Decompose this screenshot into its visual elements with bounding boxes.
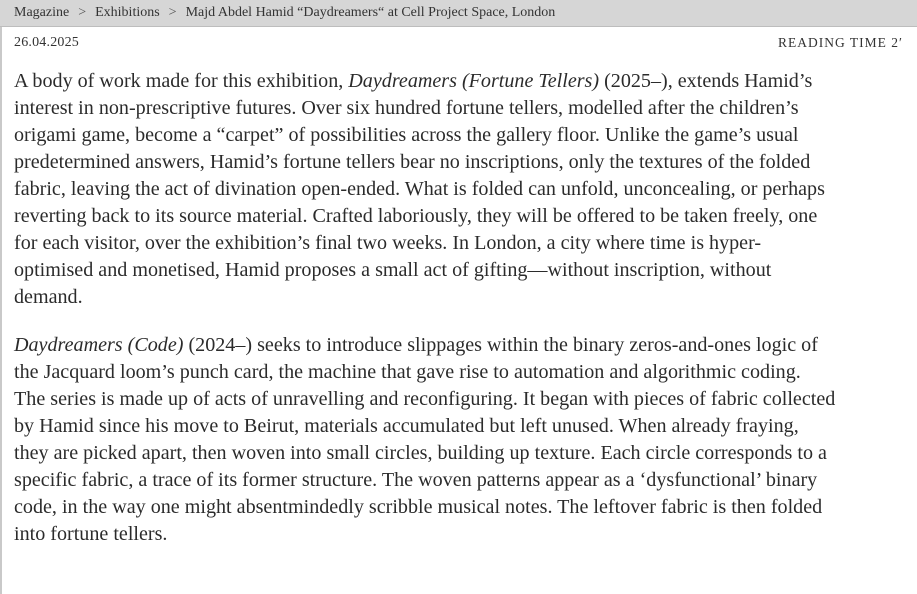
paragraph-1-text: (2025–), extends Hamid’s interest in non-prescriptive futures. Over six hundred fortune tellers, modelled after the children’s origami game, become a “carpet” of possibilities across the gallery floor. Unlike the game’s usual predetermined answers, Hamid’s fortune tellers bear no inscriptions, only the textures of the folded fabric, leaving the act of divination open-ended. What is folded can unfold, unconcealing, or perhaps reverting back to its source material. Crafted laboriously, they will be offered to be taken freely, one for each visitor, over the exhibition’s final two weeks. In London, a city where time is hyper-optimised and monetised, Hamid proposes a small act of gifting—without inscription, without demand. bbox=[14, 70, 825, 308]
breadcrumb-link-exhibitions[interactable]: Exhibitions bbox=[95, 5, 160, 20]
reading-time: READING TIME 2′ bbox=[778, 35, 903, 50]
publish-date: 26.04.2025 bbox=[14, 35, 79, 50]
work-title-fortune-tellers: Daydreamers (Fortune Tellers) bbox=[348, 70, 600, 92]
paragraph-2-text: (2024–) seeks to introduce slippages within the binary zeros-and-ones logic of the Jacquard loom’s punch card, the machine that gave rise to automation and algorithmic coding. The series is made up of acts of unravelling and reconfiguring. It began with pieces of fabric collected by Hamid since his move to Beirut, materials accumulated but left unused. When already fraying, they are picked apart, then woven into small circles, building up texture. Each circle corresponds to a specific fabric, a trace of its former structure. The woven patterns appear as a ‘dysfunctional’ binary code, in the way one might absentmindedly scribble musical notes. The leftover fabric is then folded into fortune tellers. bbox=[14, 334, 836, 545]
article-body bbox=[14, 68, 836, 569]
article-meta bbox=[14, 34, 903, 52]
breadcrumb-current-page: Majd Abdel Hamid “Daydreamers“ at Cell Project Space, London bbox=[185, 5, 556, 20]
breadcrumb bbox=[0, 0, 917, 27]
article-paragraph-2 bbox=[14, 332, 836, 548]
paragraph-1-lead: A body of work made for this exhibition, bbox=[14, 70, 349, 92]
breadcrumb-separator: > bbox=[78, 5, 87, 20]
work-title-code: Daydreamers (Code) bbox=[14, 334, 184, 356]
article-paragraph-1 bbox=[14, 68, 836, 311]
breadcrumb-link-magazine[interactable]: Magazine bbox=[14, 5, 70, 20]
breadcrumb-separator: > bbox=[168, 5, 177, 20]
